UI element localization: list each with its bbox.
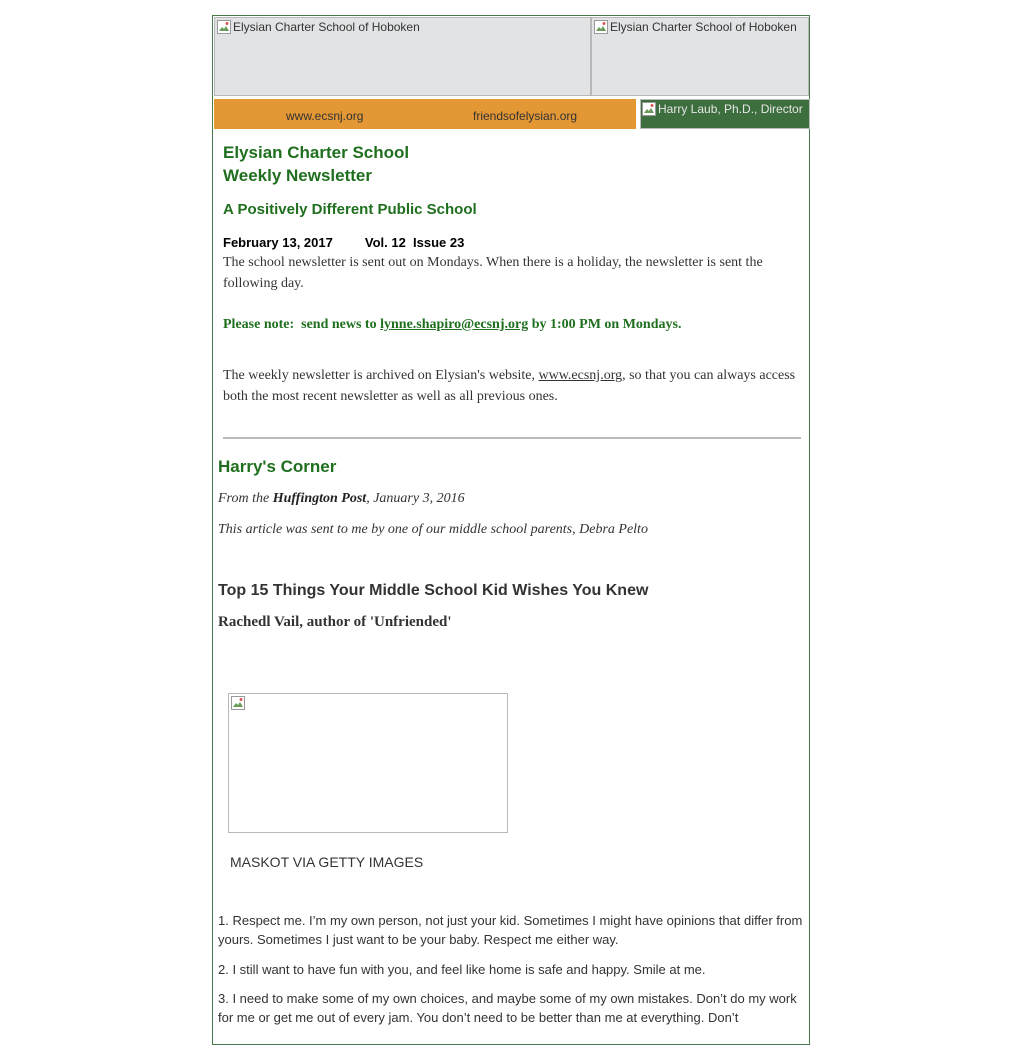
header-logo-image: Elysian Charter School of Hoboken	[214, 17, 591, 96]
intro-paragraph: The school newsletter is sent out on Mondays. When there is a holiday, the newsletter is sent the following day.	[223, 255, 763, 291]
list-item: 3. I need to make some of my own choices, and maybe some of my own mistakes. Don’t do my work for me or get me out of every jam. You don’t need to be better than me at everything. Don’t	[218, 991, 797, 1025]
issue-volume: Vol. 12 Issue 23	[364, 235, 465, 250]
issue-dateline	[223, 235, 496, 250]
header-school-image: Elysian Charter School of Hoboken	[591, 17, 809, 96]
broken-image-icon	[642, 102, 656, 116]
photo-caption: MASKOT VIA GETTY IMAGES	[230, 854, 424, 870]
article-author: Rachedl Vail, author of 'Unfriended'	[218, 614, 452, 630]
section-heading: Harry's Corner	[218, 457, 337, 476]
article-photo	[228, 693, 508, 833]
broken-image-icon	[231, 696, 245, 710]
archive-paragraph: The weekly newsletter is archived on Elysian's website, www.ecsnj.org, so that you can always access both the most recent newsletter as well as all previous ones.	[223, 368, 796, 404]
list-item: 2. I still want to have fun with you, and feel like home is safe and happy. Smile at me.	[218, 962, 706, 977]
broken-image-icon	[217, 20, 231, 34]
links-bar	[214, 99, 636, 129]
article-title: Top 15 Things Your Middle School Kid Wishes You Knew	[218, 582, 649, 599]
source-line: From the Huffington Post, January 3, 2016	[218, 491, 465, 506]
submission-note: Please note: send news to lynne.shapiro@ecsnj.org by 1:00 PM on Mondays.	[223, 317, 682, 332]
section-divider	[223, 437, 801, 439]
broken-image-icon	[594, 20, 608, 34]
sent-by-line: This article was sent to me by one of our middle school parents, Debra Pelto	[218, 522, 648, 537]
issue-date: February 13, 2017	[223, 235, 333, 250]
newsletter-title: Elysian Charter School Weekly Newsletter	[223, 143, 410, 185]
archive-link[interactable]: www.ecsnj.org	[538, 368, 623, 383]
ecsnj-link[interactable]: www.ecsnj.org	[286, 109, 364, 123]
newsletter-frame	[212, 15, 810, 1045]
list-item: 1. Respect me. I’m my own person, not just your kid. Sometimes I might have opinions that differ from yours. Sometimes I just want to be your baby. Respect me either way.	[218, 913, 803, 947]
email-link[interactable]: lynne.shapiro@ecsnj.org	[380, 317, 529, 332]
friendsofelysian-link[interactable]: friendsofelysian.org	[473, 109, 578, 123]
tagline: A Positively Different Public School	[223, 201, 477, 218]
director-image: Harry Laub, Ph.D., Director	[640, 99, 810, 129]
